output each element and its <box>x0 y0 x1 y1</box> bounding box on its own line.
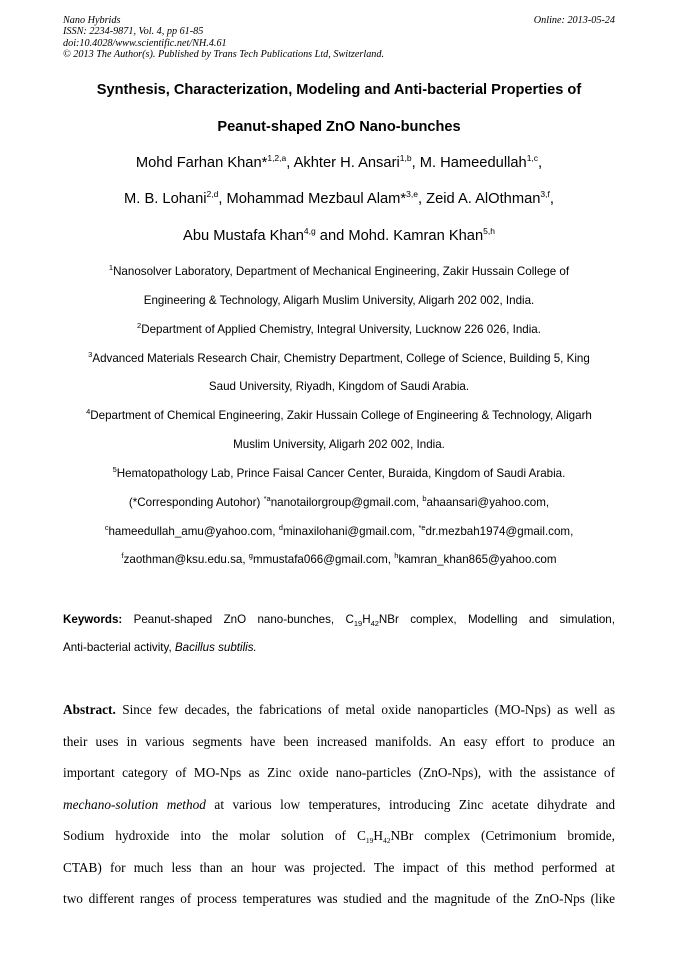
abstract-label: Abstract. <box>63 702 116 717</box>
email-address: ahaansari@yahoo.com, <box>426 496 550 509</box>
author-name: Zeid A. AlOthman <box>426 191 541 207</box>
author-name: Mohd Farhan Khan* <box>135 155 268 171</box>
author-name: Mohd. Kamran Khan <box>348 228 484 244</box>
journal-issn: ISSN: 2234-9871, Vol. 4, pp 61-85 <box>63 26 204 38</box>
journal-copyright: © 2013 The Author(s). Published by Trans Tech Publications Ltd, Switzerland. <box>63 49 385 61</box>
formula-element: C <box>345 613 354 626</box>
author-sup: 5,h <box>483 226 495 236</box>
formula-subscript: 19 <box>353 619 363 628</box>
keyword: Peanut-shaped ZnO nano-bunches, <box>133 613 335 626</box>
affiliation-text: Nanosolver Laboratory, Department of Mechanical Engineering, Zakir Hussain College of <box>113 265 570 278</box>
email-line-2 <box>20 525 658 538</box>
formula-subscript: 42 <box>382 836 391 845</box>
author-name: Abu Mustafa Khan <box>183 228 304 244</box>
affiliation-sup: 5 <box>112 465 117 474</box>
email-sup: *e <box>418 523 426 532</box>
formula-subscript: 42 <box>370 619 379 628</box>
email-address: hameedullah_amu@yahoo.com, <box>108 525 276 538</box>
author-name: Mohammad Mezbaul Alam* <box>226 191 407 207</box>
affiliation-4-line-1 <box>20 409 658 422</box>
author-sup: 1,b <box>399 153 412 163</box>
author-sup: 1,2,a <box>267 153 287 163</box>
formula-element: H <box>373 828 383 843</box>
abstract-line-7: two different ranges of process temperatures was studied and the magnitude of the ZnO-Nps (like <box>63 891 615 906</box>
affiliation-sup: 4 <box>86 407 91 416</box>
affiliation-text: Department of Applied Chemistry, Integral University, Lucknow 226 026, India. <box>141 323 541 336</box>
keywords-line-1 <box>63 613 615 626</box>
affiliation-4-line-2: Muslim University, Aligarh 202 002, India. <box>233 438 445 451</box>
abstract-line-6: CTAB) for much less than an hour was projected. The impact of this method performed at <box>63 860 615 875</box>
keyword: Modelling and simulation, <box>467 613 615 626</box>
affiliation-text: Advanced Materials Research Chair, Chemistry Department, College of Science, Building 5, King <box>92 352 590 365</box>
abstract-text: NBr complex (Cetrimonium bromide, <box>390 828 616 843</box>
author-sup: 1,c <box>526 153 539 163</box>
author-name: Akhter H. Ansari <box>293 155 400 171</box>
author-line-3 <box>20 228 658 244</box>
author-name: M. Hameedullah <box>419 155 527 171</box>
email-line-1 <box>20 496 658 509</box>
paper-title-line-1: Synthesis, Characterization, Modeling and Anti-bacterial Properties of <box>96 82 582 98</box>
email-sup: h <box>394 551 399 560</box>
keywords-label: Keywords: <box>63 613 123 626</box>
email-sup: g <box>248 551 253 560</box>
email-address: zaothman@ksu.edu.sa, <box>123 553 246 566</box>
author-name: M. B. Lohani <box>124 191 207 207</box>
keywords-line-2 <box>63 641 615 654</box>
affiliation-1-line-1 <box>20 265 658 278</box>
abstract-line-3: important category of MO-Nps as Zinc oxide nano-particles (ZnO-Nps), with the assistance of <box>63 765 615 780</box>
affiliation-1-line-2: Engineering & Technology, Aligarh Muslim University, Aligarh 202 002, India. <box>143 294 535 307</box>
author-and: and <box>319 228 345 244</box>
paper-title-line-2: Peanut-shaped ZnO Nano-bunches <box>217 119 461 135</box>
abstract-line-1 <box>63 702 615 718</box>
abstract-text: Since few decades, the fabrications of metal oxide nanoparticles (MO-Nps) as well as <box>122 702 615 717</box>
affiliation-sup: 1 <box>108 263 114 272</box>
author-line-1: Mohd Farhan Khan*$^{1,2,a}$, Akhter H. Ansari$^{1,b}$, M. Hameedullah$^{1,c}$, <box>135 153 543 171</box>
email-address: nanotailorgroup@gmail.com, <box>270 496 420 509</box>
abstract-line-2: their uses in various segments have been increased manifolds. An easy effort to produce an <box>63 734 615 749</box>
email-sup: b <box>422 494 427 503</box>
email-address: kamran_khan865@yahoo.com <box>398 553 557 566</box>
email-sup: f <box>121 551 124 560</box>
abstract-line-5 <box>63 828 615 844</box>
author-sup: 3,f <box>540 189 550 199</box>
author-sup: 2,d <box>206 189 219 199</box>
abstract-text: Sodium hydroxide into the molar solution of <box>63 828 357 843</box>
corresponding-note: (*Corresponding Autohor) <box>128 496 261 509</box>
author-sup: 4,g <box>303 226 316 236</box>
email-sup: d <box>278 523 283 532</box>
email-sup: *a <box>263 494 271 503</box>
affiliation-text: Hematopathology Lab, Prince Faisal Cancer Center, Buraida, Kingdom of Saudi Arabia. <box>116 467 566 480</box>
journal-header <box>63 15 384 61</box>
author-sup: 3,e <box>406 189 418 199</box>
email-address: dr.mezbah1974@gmail.com, <box>425 525 574 538</box>
affiliation-sup: 2 <box>137 321 142 330</box>
email-address: minaxilohani@gmail.com, <box>282 525 416 538</box>
keyword-formula <box>345 613 456 626</box>
affiliation-text: Department of Chemical Engineering, Zakir Hussain College of Engineering & Technology, Aligarh <box>90 409 592 422</box>
formula-subscript: 19 <box>365 836 374 845</box>
affiliation-sup: 3 <box>88 350 93 359</box>
formula-element: H <box>362 613 371 626</box>
affiliation-5 <box>20 467 658 480</box>
email-sup: c <box>104 523 109 532</box>
formula-rest: NBr complex, <box>378 613 457 626</box>
abstract-text: at various low temperatures, introducing Zinc acetate dihydrate and <box>205 797 616 812</box>
keyword: Anti-bacterial activity, <box>63 641 172 654</box>
journal-name: Nano Hybrids <box>63 15 121 26</box>
keyword-italic: Bacillus subtilis. <box>174 641 257 654</box>
affiliation-3-line-2: Saud University, Riyadh, Kingdom of Saudi Arabia. <box>208 380 470 393</box>
affiliation-2 <box>20 323 658 336</box>
author-line-2: M. B. Lohani$^{2,d}$, Mohammad Mezbaul Alam*$^{3,e}$, Zeid A. AlOthman$^{3,f}$, <box>124 189 554 207</box>
journal-doi: doi:10.4028/www.scientific.net/NH.4.61 <box>63 37 227 49</box>
affiliation-3-line-1 <box>20 352 658 365</box>
formula-element: C <box>356 828 366 843</box>
abstract-emphasis: mechano-solution method <box>63 797 206 812</box>
online-date: Online: 2013-05-24 <box>533 15 615 26</box>
email-address: mmustafa066@gmail.com, <box>252 553 392 566</box>
abstract-line-4 <box>63 797 615 813</box>
email-line-3 <box>20 553 658 566</box>
